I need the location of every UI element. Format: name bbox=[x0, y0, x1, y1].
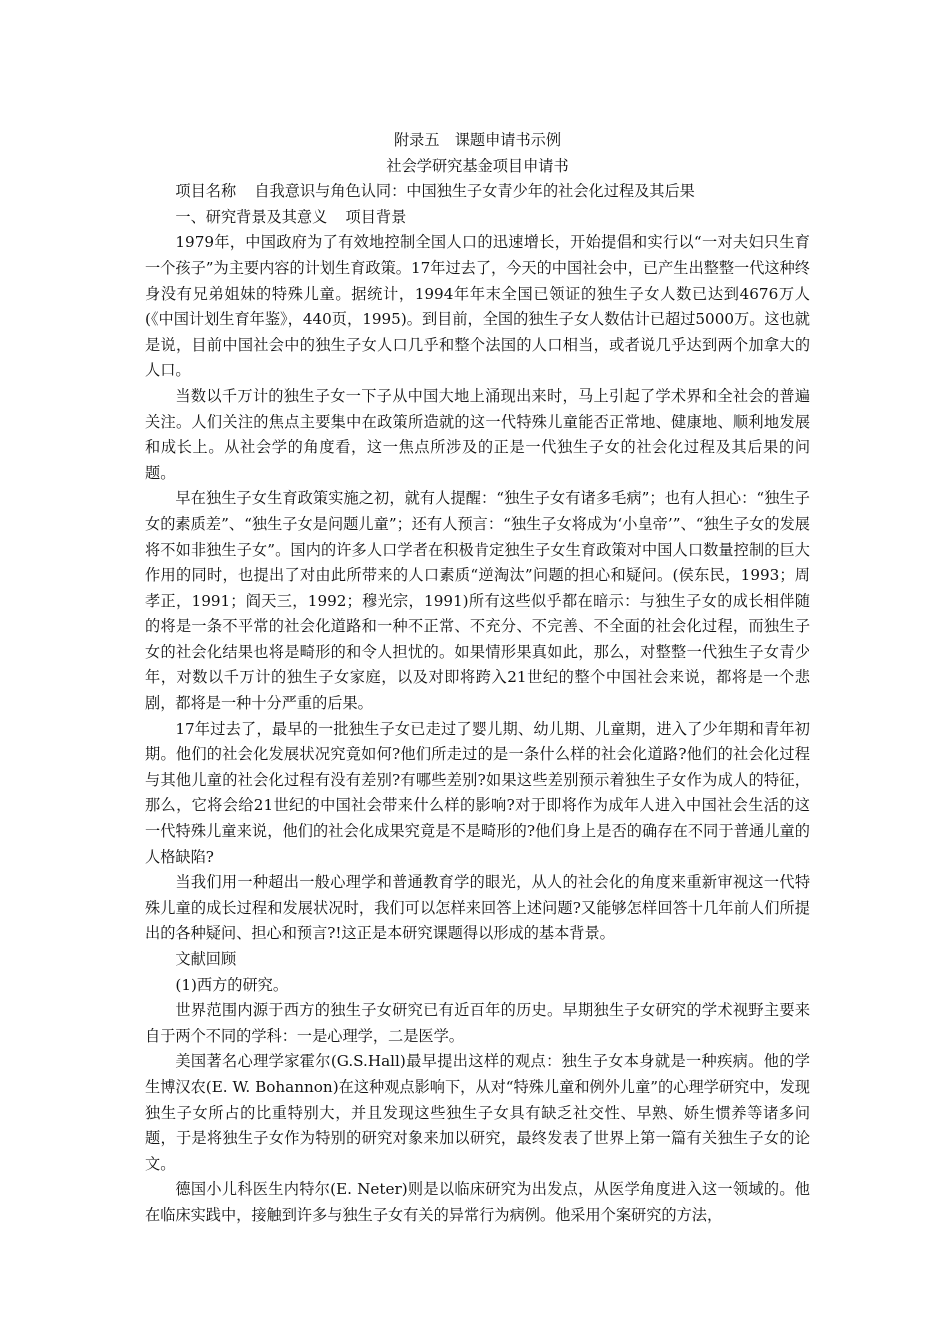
form-title: 社会学研究基金项目申请书 bbox=[386, 156, 569, 175]
section1-heading: 一、研究背景及其意义 bbox=[175, 207, 328, 226]
paragraph: 美国著名心理学家霍尔(G.S.Hall)最早提出这样的观点：独生子女本身就是一种疾病。他的学生博汉农(E. W. Bohannon)在这种观点影响下，从对“特殊儿童和例外儿童”的心理学研究中，发现独生子女所占的比重特别大，并且发现这些独生子女具有缺乏社交性、早熟、娇生惯养等诸多问题，于是将独生子女作为特别的研究对象来加以研究，最终发表了世界上第一篇有关独生子女的论文。 bbox=[145, 1052, 810, 1173]
document-page bbox=[145, 128, 810, 1229]
section2-heading: 文献回顾 bbox=[175, 950, 237, 968]
paragraph: 1979年，中国政府为了有效地控制全国人口的迅速增长，开始提倡和实行以“一对夫妇只生育一个孩子”为主要内容的计划生育政策。17年过去了，今天的中国社会中，已产生出整整一代这种终身没有兄弟姐妹的特殊儿童。据统计，1994年年末全国已领证的独生子女人数已达到4676万人(《中国计划生育年鉴》，440页，1995)。到目前，全国的独生子女人数估计已超过5000万。这也就是说，目前中国社会中的独生子女人口几乎和整个法国的人口相当，或者说几乎达到两个加拿大的人口。 bbox=[145, 233, 810, 380]
paragraph: 当数以千万计的独生子女一下子从中国大地上涌现出来时，马上引起了学术界和全社会的普遍关注。人们关注的焦点主要集中在政策所造就的这一代特殊儿童能否正常地、健康地、顺利地发展和成长上。从社会学的角度看，这一焦点所涉及的正是一代独生子女的社会化过程及其后果的问题。 bbox=[145, 386, 810, 482]
project-name-line bbox=[145, 179, 810, 205]
section1-subheading: 项目背景 bbox=[345, 207, 407, 226]
section2-subheading: (1)西方的研究。 bbox=[175, 975, 289, 994]
paragraph: 当我们用一种超出一般心理学和普通教育学的眼光，从人的社会化的角度来重新审视这一代特殊儿童的成长过程和发展状况时，我们可以怎样来回答上述问题?又能够怎样回答十几年前人们所提出的各种疑问、担心和预言?!这正是本研究课题得以形成的基本背景。 bbox=[145, 873, 810, 943]
paragraph: 17年过去了，最早的一批独生子女已走过了婴儿期、幼儿期、儿童期，进入了少年期和青年初期。他们的社会化发展状况究竟如何?他们所走过的是一条什么样的社会化道路?他们的社会化过程与其他儿童的社会化过程有没有差别?有哪些差别?如果这些差别预示着独生子女作为成人的特征，那么，它将会给21世纪的中国社会带来什么样的影响?对于即将作为成年人进入中国社会生活的这一代特殊儿童来说，他们的社会化成果究竟是不是畸形的?他们身上是否的确存在不同于普通儿童的人格缺陷? bbox=[145, 719, 810, 866]
appendix-title: 附录五 课题申请书示例 bbox=[393, 131, 562, 149]
paragraph: 早在独生子女生育政策实施之初，就有人提醒：“独生子女有诸多毛病”；也有人担心：“独生子女的素质差”、“独生子女是问题儿童”；还有人预言：“独生子女将成为‘小皇帝’”、“独生子女的发展将不如非独生子女”。国内的许多人口学者在积极肯定独生子女生育政策对中国人口数量控制的巨大作用的同时，也提出了对由此所带来的人口素质“逆淘汰”问题的担心和疑问。(侯东民，1993；周孝正，1991；阎天三，1992；穆光宗，1991)所有这些似乎都在暗示：与独生子女的成长相伴随的将是一条不平常的社会化道路和一种不正常、不充分、不完善、不全面的社会化过程，而独生子女的社会化结果也将是畸形的和令人担忧的。如果情形果真如此，那么，对整整一代独生子女青少年，对数以千万计的独生子女家庭，以及对即将跨入21世纪的整个中国社会来说，都将是一个悲剧，都将是一种十分严重的后果。 bbox=[145, 489, 810, 713]
project-name: 自我意识与角色认同：中国独生子女青少年的社会化过程及其后果 bbox=[254, 182, 695, 201]
paragraph: 世界范围内源于西方的独生子女研究已有近百年的历史。早期独生子女研究的学术视野主要来自于两个不同的学科：一是心理学，二是医学。 bbox=[145, 1001, 810, 1045]
project-name-label: 项目名称 bbox=[175, 182, 237, 201]
section1-heading-line bbox=[145, 205, 810, 231]
paragraph: 德国小儿科医生内特尔(E. Neter)则是以临床研究为出发点，从医学角度进入这一领域的。他在临床实践中，接触到许多与独生子女有关的异常行为病例。他采用个案研究的方法， bbox=[145, 1180, 810, 1224]
